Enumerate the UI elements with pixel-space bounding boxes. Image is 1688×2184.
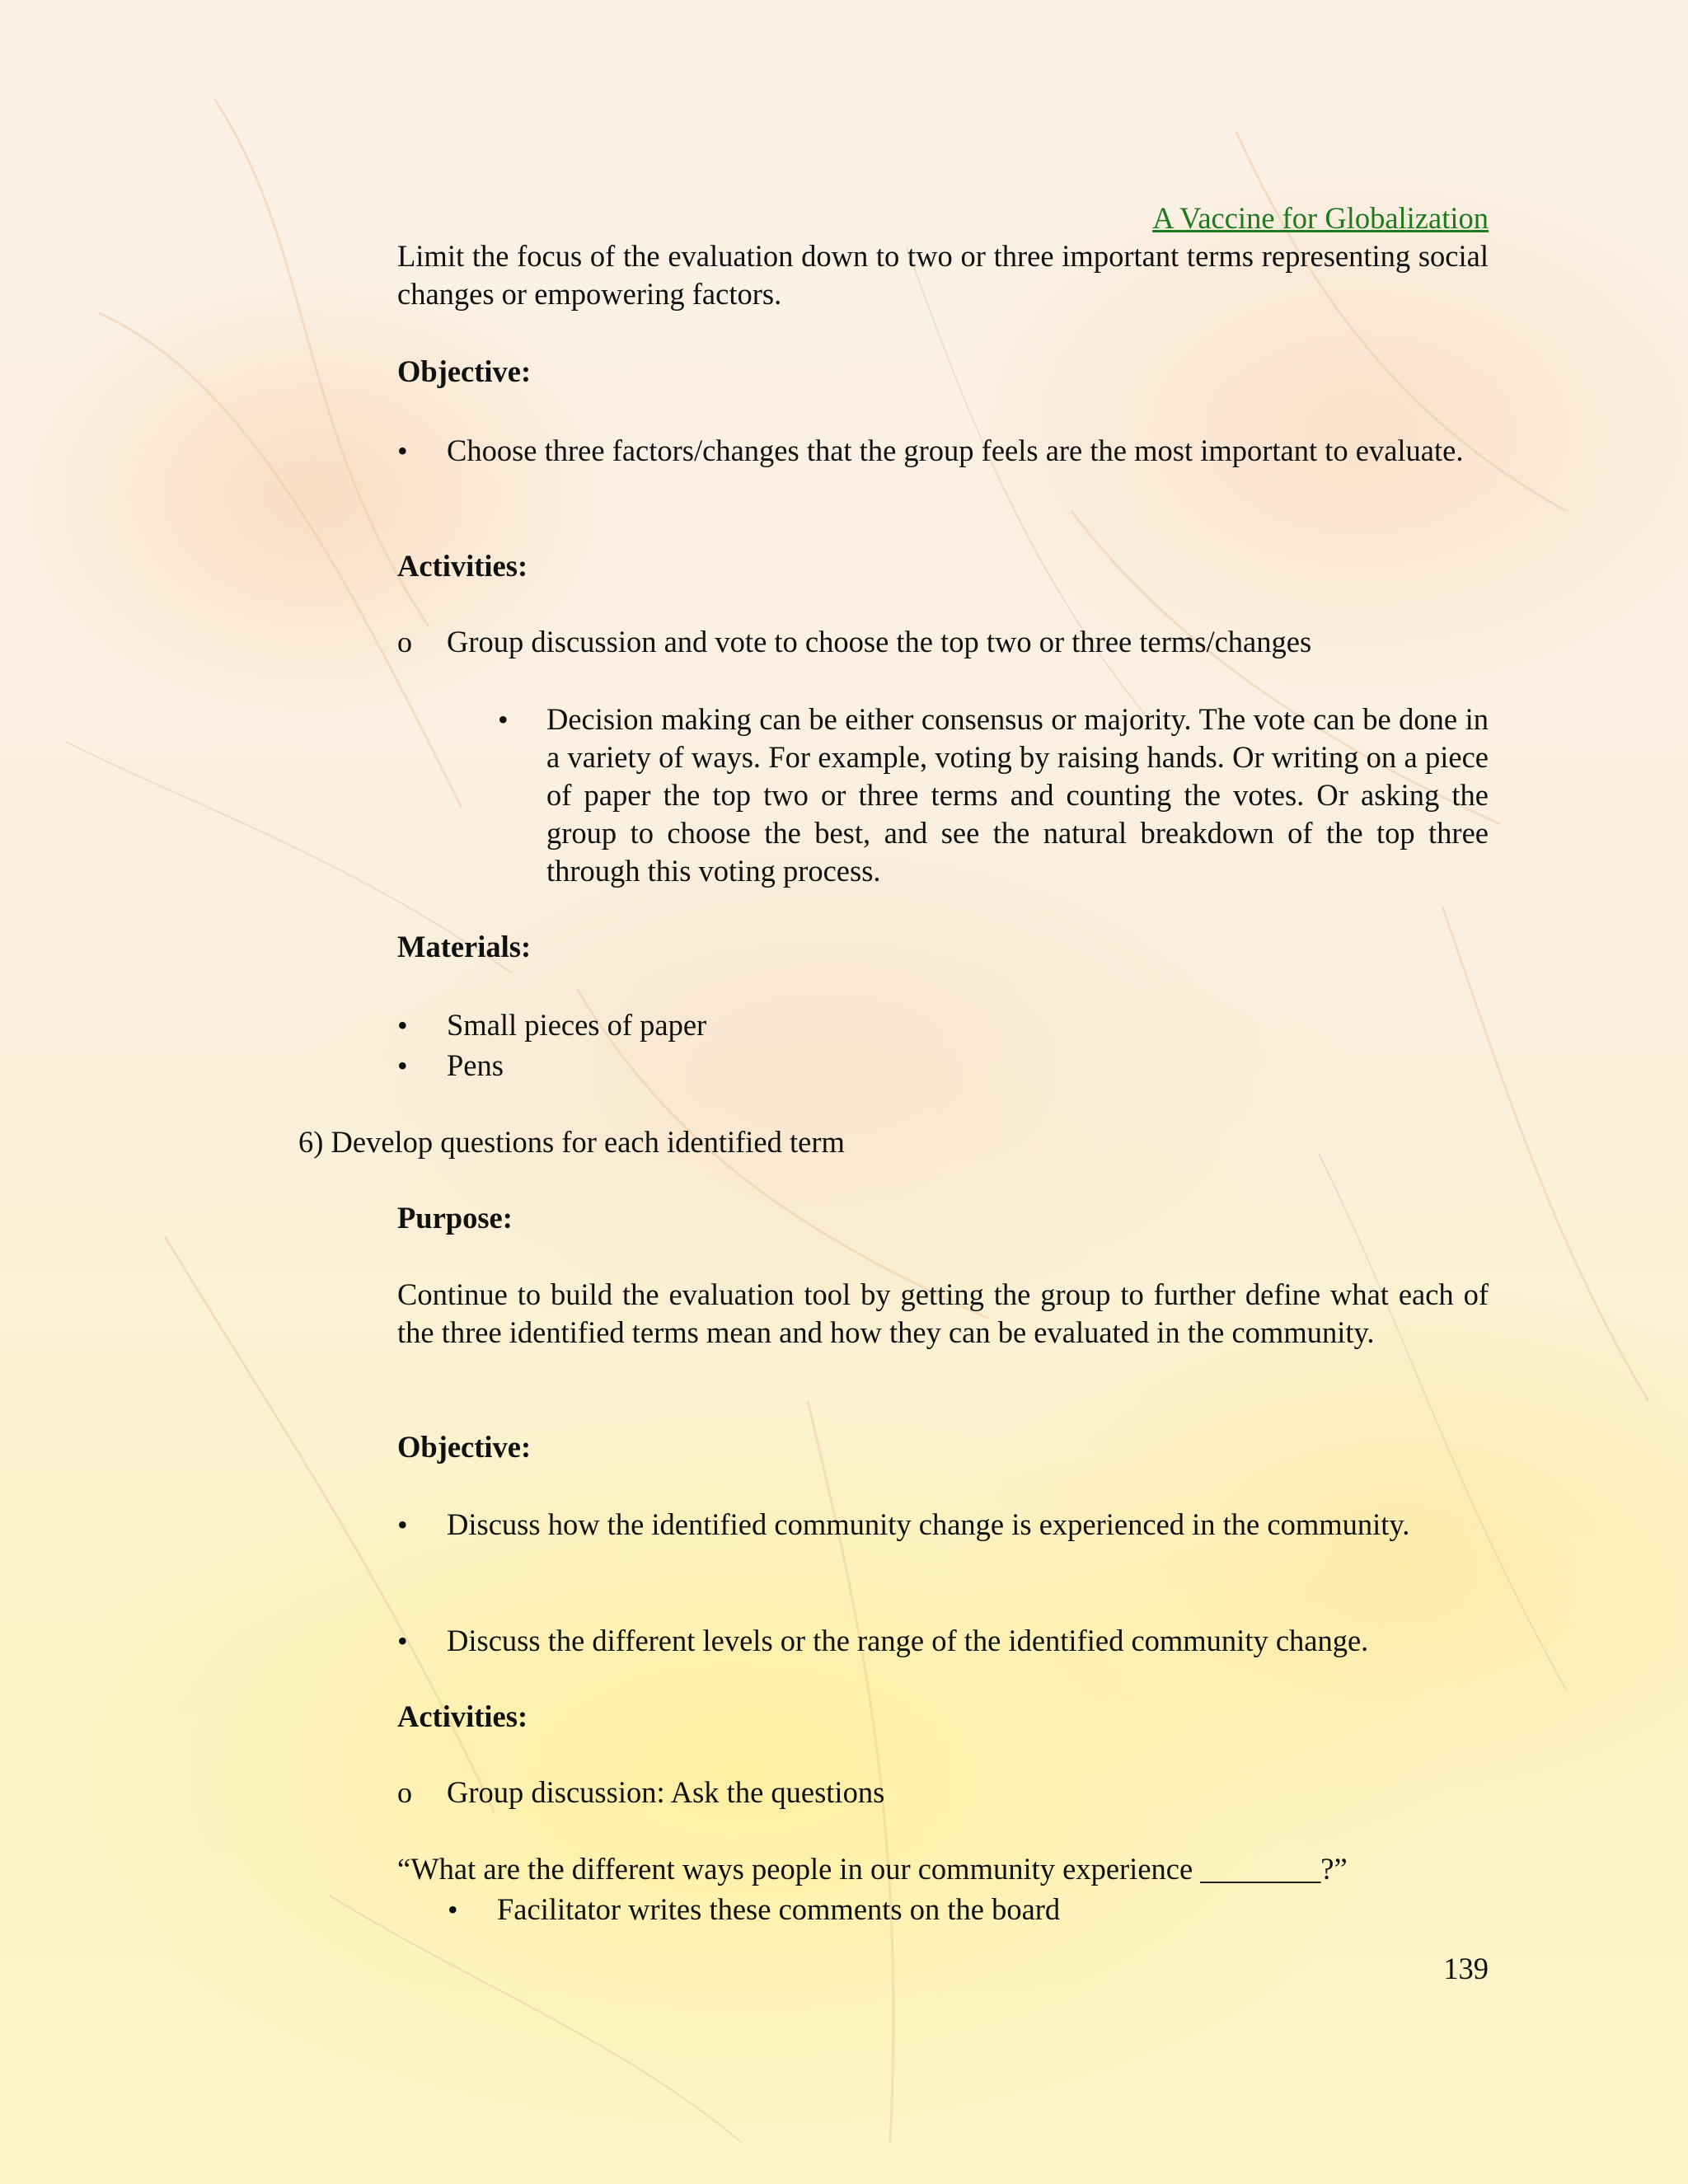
step-6-heading: 6) Develop questions for each identified term [298,1125,845,1159]
activities-2-sub-item: Facilitator writes these comments on the board [497,1892,1061,1926]
intro-paragraph: Limit the focus of the evaluation down to two or three important terms representing social changes or empowering factors. [397,239,1489,311]
circle-bullet-icon: o [397,1776,412,1809]
activities-2-item: Group discussion: Ask the questions [447,1775,885,1809]
purpose-heading: Purpose: [397,1201,513,1235]
objective-1-item-1: Choose three factors/changes that the group feels are the most important to evaluate. [447,434,1464,467]
bullet-icon: • [498,703,509,736]
circle-bullet-icon: o [397,626,412,658]
bullet-icon: • [397,1508,408,1541]
activities-heading-2: Activities: [397,1699,528,1733]
activities-1-sub-item: Decision making can be either consensus or majority. The vote can be done in a variety of ways. For example, voting by raising hands. Or writing on a piece of paper the top two or three terms and counting the votes. Or asking the group to choose the best, and see the natural breakdown of the top three through this voting process. [546,702,1489,888]
bullet-icon: • [448,1893,458,1926]
bullet-icon: • [397,1049,408,1082]
page-number: 139 [1443,1952,1489,1985]
running-header: A Vaccine for Globalization [1152,201,1489,235]
activities-1-item: Group discussion and vote to choose the top two or three terms/changes [447,625,1312,658]
objective-heading-2: Objective: [397,1430,532,1464]
activities-heading-1: Activities: [397,549,528,583]
activities-2-question: “What are the different ways people in our community experience ________?” [397,1852,1348,1886]
materials-item-2: Pens [447,1048,504,1082]
objective-2-item-1: Discuss how the identified community change is experienced in the community. [447,1507,1410,1541]
purpose-paragraph: Continue to build the evaluation tool by getting the group to further define what each of the three identified terms mean and how they can be evaluated in the community. [397,1277,1489,1349]
materials-item-1: Small pieces of paper [447,1008,707,1042]
bullet-icon: • [397,1009,408,1042]
bullet-icon: • [397,1624,408,1657]
materials-heading: Materials: [397,930,532,963]
objective-2-item-2: Discuss the different levels or the range of the identified community change. [447,1624,1369,1657]
objective-heading-1: Objective: [397,354,532,388]
bullet-icon: • [397,434,408,467]
